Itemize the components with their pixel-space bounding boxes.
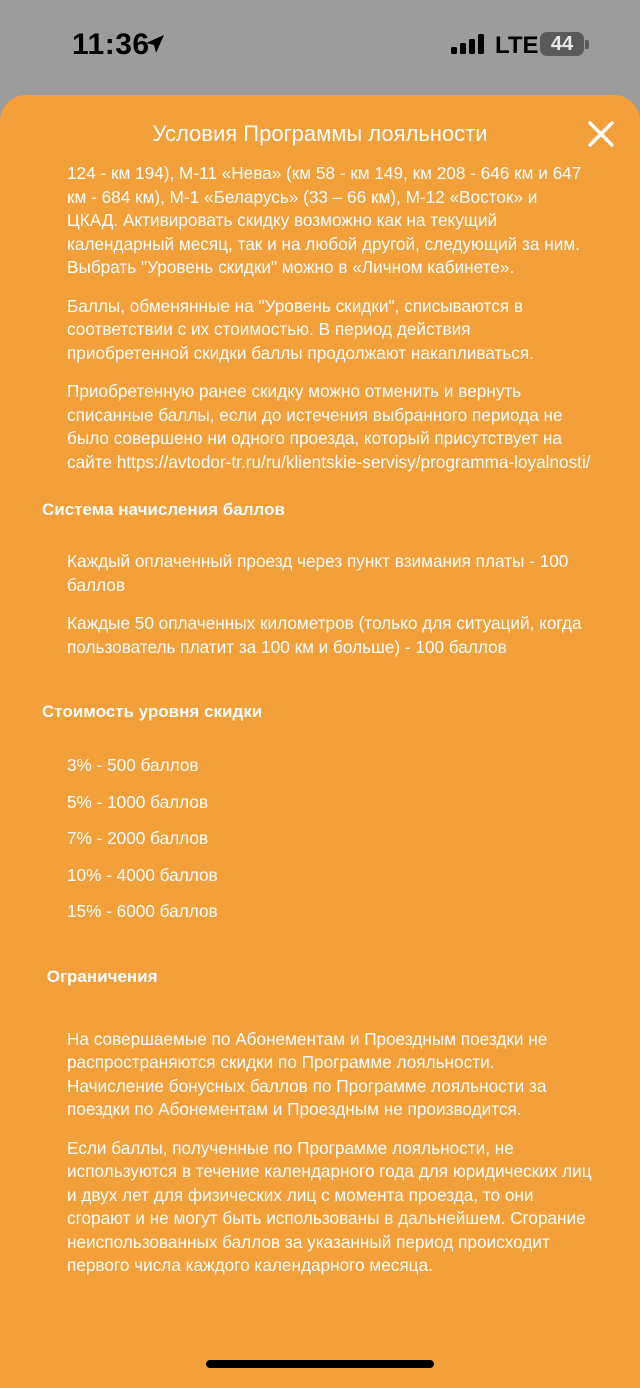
points-item: Каждый оплаченный проезд через пункт взимания платы - 100 баллов [67,551,569,595]
network-type: LTE [495,32,539,59]
status-time: 11:36 [72,28,150,61]
loyalty-terms-sheet [0,95,640,1388]
battery-tip [585,40,589,49]
cost-item: 5% - 1000 баллов [67,791,209,812]
intro-paragraph: Приобретенную ранее скидку можно отменить и вернуть списанные баллы, если до истечения выбранного периода не было совершено ни одного проезда, который присутствует на сайте https://avtodor-tr.ru/ru/klientskie-servisy/programma-loyalnosti/ [67,381,591,472]
status-bar [0,0,640,90]
battery-icon [540,32,584,56]
terms-content[interactable] [0,162,640,1278]
intro-paragraph: Баллы, обменянные на "Уровень скидки", списываются в соответствии с их стоимостью. В период действия приобретенной скидки баллы продолжают накапливаться. [67,295,534,363]
cost-item: 7% - 2000 баллов [67,828,209,848]
home-indicator[interactable] [206,1360,434,1368]
limits-item: Если баллы, полученные по Программе лояльности, не используются в течение календарного года для юридических лиц и двух лет для физических лиц с момента проезда, то они сгорают и не могут быть использованы в дальнейшем. Сгорание неиспользованных баллов за указанный период происходит первого числа каждого календарного месяца. [67,1137,592,1275]
limits-item: На совершаемые по Абонементам и Проездным поездки не распространяются скидки по Программе лояльности. Начисление бонусных баллов по Программе лояльности за поездки по Абонементам и Проездным не производится. [67,1028,548,1119]
location-arrow-icon [143,32,167,56]
close-icon[interactable] [584,117,618,151]
section-heading-limits: Ограничения [42,966,158,986]
cost-item: 10% - 4000 баллов [67,864,218,885]
intro-paragraph: 124 - км 194), М-11 «Нева» (км 58 - км 149, км 208 - 646 км и 647 км - 684 км), М-1 «Беларусь» (33 – 66 км), М-12 «Восток» и ЦКАД. Активировать скидку возможно как на текущий календарный месяц, так и на любой другой, следующий за ним. Выбрать "Уровень скидки" можно в «Личном кабинете». [67,163,582,277]
cost-item: 3% - 500 баллов [67,755,199,775]
cellular-signal-icon [451,34,485,54]
points-item: Каждые 50 оплаченных километров (только для ситуаций, когда пользователь платит за 100 км и больше) - 100 баллов [67,613,582,657]
section-heading-points: Система начисления баллов [42,500,285,519]
section-heading-cost: Стоимость уровня скидки [42,702,263,721]
cost-item: 15% - 6000 баллов [67,901,218,921]
battery-level: 44 [550,33,574,55]
sheet-title: Условия Программы лояльности [152,121,488,146]
